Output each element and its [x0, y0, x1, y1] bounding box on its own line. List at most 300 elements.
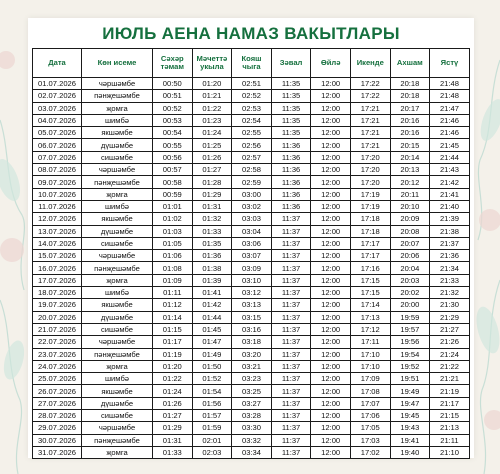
cell-mosque-fajr: 01:32: [192, 213, 232, 225]
cell-date: 16.07.2026: [33, 262, 82, 274]
table-row: [33, 299, 470, 311]
table-row: [33, 176, 470, 188]
cell-sunrise: 02:56: [232, 139, 272, 151]
cell-day-name: шимбә: [82, 114, 153, 126]
cell-maghrib: 20:14: [390, 151, 430, 163]
cell-day-name: җомга: [82, 188, 153, 200]
cell-isha: 21:46: [430, 127, 470, 139]
cell-mosque-fajr: 01:52: [192, 373, 232, 385]
cell-day-name: дүшәмбе: [82, 397, 153, 409]
cell-day-name: шимбә: [82, 287, 153, 299]
cell-mosque-fajr: 01:36: [192, 250, 232, 262]
cell-maghrib: 20:17: [390, 102, 430, 114]
cell-asr: 17:21: [350, 127, 390, 139]
table-row: [33, 139, 470, 151]
cell-isha: 21:40: [430, 200, 470, 212]
header-isha: Ястү: [430, 49, 470, 78]
cell-suhoor-end: 00:56: [153, 151, 193, 163]
cell-day-name: чәршәмбе: [82, 422, 153, 434]
cell-isha: 21:32: [430, 287, 470, 299]
cell-zawal: 11:37: [271, 434, 311, 446]
cell-mosque-fajr: 01:56: [192, 397, 232, 409]
cell-suhoor-end: 01:08: [153, 262, 193, 274]
cell-zawal: 11:37: [271, 287, 311, 299]
table-row: [33, 213, 470, 225]
cell-isha: 21:11: [430, 434, 470, 446]
cell-dhuhr: 12:00: [311, 410, 351, 422]
cell-zawal: 11:37: [271, 397, 311, 409]
cell-day-name: чәршәмбе: [82, 250, 153, 262]
cell-dhuhr: 12:00: [311, 446, 351, 458]
cell-date: 13.07.2026: [33, 225, 82, 237]
cell-mosque-fajr: 01:25: [192, 139, 232, 151]
cell-day-name: чәршәмбе: [82, 164, 153, 176]
cell-dhuhr: 12:00: [311, 323, 351, 335]
cell-sunrise: 02:57: [232, 151, 272, 163]
cell-isha: 21:26: [430, 336, 470, 348]
table-row: [33, 385, 470, 397]
cell-day-name: җомга: [82, 446, 153, 458]
cell-sunrise: 03:02: [232, 200, 272, 212]
cell-isha: 21:41: [430, 188, 470, 200]
table-row: [33, 90, 470, 102]
table-row: [33, 164, 470, 176]
cell-maghrib: 19:56: [390, 336, 430, 348]
cell-suhoor-end: 01:01: [153, 200, 193, 212]
cell-day-name: шимбә: [82, 200, 153, 212]
cell-sunrise: 03:28: [232, 410, 272, 422]
table-row: [33, 287, 470, 299]
cell-dhuhr: 12:00: [311, 348, 351, 360]
header-suhoor-end: Сәхәр тәмам: [153, 49, 193, 78]
table-row: [33, 410, 470, 422]
header-mosque-fajr: Мәчеттә укыла: [192, 49, 232, 78]
cell-date: 20.07.2026: [33, 311, 82, 323]
cell-isha: 21:17: [430, 397, 470, 409]
cell-maghrib: 20:16: [390, 114, 430, 126]
cell-asr: 17:07: [350, 397, 390, 409]
cell-date: 09.07.2026: [33, 176, 82, 188]
header-maghrib: Ахшам: [390, 49, 430, 78]
table-row: [33, 397, 470, 409]
cell-asr: 17:06: [350, 410, 390, 422]
cell-mosque-fajr: 01:21: [192, 90, 232, 102]
cell-date: 07.07.2026: [33, 151, 82, 163]
cell-maghrib: 20:03: [390, 274, 430, 286]
cell-mosque-fajr: 01:47: [192, 336, 232, 348]
cell-isha: 21:45: [430, 139, 470, 151]
cell-date: 12.07.2026: [33, 213, 82, 225]
cell-dhuhr: 12:00: [311, 311, 351, 323]
cell-dhuhr: 12:00: [311, 90, 351, 102]
cell-asr: 17:10: [350, 360, 390, 372]
header-dhuhr: Өйлә: [311, 49, 351, 78]
cell-sunrise: 02:51: [232, 78, 272, 90]
cell-zawal: 11:37: [271, 250, 311, 262]
cell-day-name: якшәмбе: [82, 213, 153, 225]
cell-maghrib: 19:54: [390, 348, 430, 360]
cell-sunrise: 03:25: [232, 385, 272, 397]
cell-dhuhr: 12:00: [311, 422, 351, 434]
cell-dhuhr: 12:00: [311, 225, 351, 237]
cell-suhoor-end: 01:15: [153, 323, 193, 335]
cell-dhuhr: 12:00: [311, 250, 351, 262]
cell-mosque-fajr: 01:44: [192, 311, 232, 323]
cell-date: 17.07.2026: [33, 274, 82, 286]
cell-isha: 21:29: [430, 311, 470, 323]
cell-day-name: пәнҗешәмбе: [82, 434, 153, 446]
cell-suhoor-end: 00:50: [153, 78, 193, 90]
cell-zawal: 11:37: [271, 360, 311, 372]
cell-day-name: сишәмбе: [82, 323, 153, 335]
cell-day-name: пәнҗешәмбе: [82, 176, 153, 188]
cell-maghrib: 20:15: [390, 139, 430, 151]
cell-mosque-fajr: 01:39: [192, 274, 232, 286]
cell-isha: 21:36: [430, 250, 470, 262]
cell-sunrise: 03:06: [232, 237, 272, 249]
table-row: [33, 274, 470, 286]
cell-date: 05.07.2026: [33, 127, 82, 139]
cell-sunrise: 02:54: [232, 114, 272, 126]
cell-day-name: дүшәмбе: [82, 311, 153, 323]
cell-mosque-fajr: 01:54: [192, 385, 232, 397]
cell-mosque-fajr: 01:50: [192, 360, 232, 372]
cell-date: 26.07.2026: [33, 385, 82, 397]
cell-mosque-fajr: 01:23: [192, 114, 232, 126]
cell-maghrib: 20:11: [390, 188, 430, 200]
cell-mosque-fajr: 01:26: [192, 151, 232, 163]
cell-maghrib: 19:52: [390, 360, 430, 372]
cell-day-name: пәнҗешәмбе: [82, 90, 153, 102]
cell-suhoor-end: 00:53: [153, 114, 193, 126]
table-row: [33, 237, 470, 249]
table-row: [33, 336, 470, 348]
cell-suhoor-end: 01:26: [153, 397, 193, 409]
cell-dhuhr: 12:00: [311, 373, 351, 385]
cell-sunrise: 02:55: [232, 127, 272, 139]
cell-date: 28.07.2026: [33, 410, 82, 422]
table-row: [33, 360, 470, 372]
table-row: [33, 102, 470, 114]
cell-mosque-fajr: 01:20: [192, 78, 232, 90]
cell-asr: 17:18: [350, 225, 390, 237]
cell-asr: 17:08: [350, 385, 390, 397]
header-date: Дата: [33, 49, 82, 78]
cell-asr: 17:05: [350, 422, 390, 434]
cell-day-name: дүшәмбе: [82, 225, 153, 237]
table-row: [33, 348, 470, 360]
cell-zawal: 11:36: [271, 139, 311, 151]
table-row: [33, 422, 470, 434]
cell-isha: 21:48: [430, 78, 470, 90]
cell-dhuhr: 12:00: [311, 336, 351, 348]
prayer-times-table: [32, 48, 470, 459]
cell-zawal: 11:37: [271, 348, 311, 360]
cell-suhoor-end: 01:03: [153, 225, 193, 237]
table-header-row: [33, 49, 470, 78]
cell-isha: 21:19: [430, 385, 470, 397]
cell-zawal: 11:36: [271, 151, 311, 163]
cell-suhoor-end: 00:58: [153, 176, 193, 188]
cell-maghrib: 19:47: [390, 397, 430, 409]
cell-maghrib: 20:06: [390, 250, 430, 262]
cell-sunrise: 03:34: [232, 446, 272, 458]
cell-asr: 17:21: [350, 102, 390, 114]
cell-asr: 17:21: [350, 114, 390, 126]
cell-sunrise: 03:18: [232, 336, 272, 348]
cell-date: 25.07.2026: [33, 373, 82, 385]
cell-zawal: 11:36: [271, 200, 311, 212]
cell-sunrise: 03:30: [232, 422, 272, 434]
cell-suhoor-end: 01:12: [153, 299, 193, 311]
cell-isha: 21:13: [430, 422, 470, 434]
cell-maghrib: 20:18: [390, 90, 430, 102]
cell-asr: 17:20: [350, 164, 390, 176]
cell-isha: 21:38: [430, 225, 470, 237]
table-row: [33, 373, 470, 385]
cell-zawal: 11:37: [271, 336, 311, 348]
cell-zawal: 11:37: [271, 213, 311, 225]
cell-mosque-fajr: 01:59: [192, 422, 232, 434]
table-row: [33, 78, 470, 90]
cell-dhuhr: 12:00: [311, 127, 351, 139]
cell-date: 30.07.2026: [33, 434, 82, 446]
table-row: [33, 250, 470, 262]
cell-date: 01.07.2026: [33, 78, 82, 90]
cell-isha: 21:33: [430, 274, 470, 286]
cell-dhuhr: 12:00: [311, 237, 351, 249]
cell-isha: 21:27: [430, 323, 470, 335]
cell-suhoor-end: 01:17: [153, 336, 193, 348]
table-row: [33, 446, 470, 458]
cell-maghrib: 19:57: [390, 323, 430, 335]
cell-suhoor-end: 01:27: [153, 410, 193, 422]
cell-suhoor-end: 01:02: [153, 213, 193, 225]
cell-sunrise: 03:27: [232, 397, 272, 409]
cell-suhoor-end: 00:55: [153, 139, 193, 151]
cell-zawal: 11:35: [271, 78, 311, 90]
cell-mosque-fajr: 02:03: [192, 446, 232, 458]
table-row: [33, 200, 470, 212]
cell-asr: 17:22: [350, 90, 390, 102]
cell-sunrise: 03:23: [232, 373, 272, 385]
cell-day-name: сишәмбе: [82, 410, 153, 422]
cell-maghrib: 20:13: [390, 164, 430, 176]
cell-dhuhr: 12:00: [311, 385, 351, 397]
cell-isha: 21:37: [430, 237, 470, 249]
cell-suhoor-end: 01:09: [153, 274, 193, 286]
cell-suhoor-end: 01:11: [153, 287, 193, 299]
cell-day-name: чәршәмбе: [82, 78, 153, 90]
cell-zawal: 11:37: [271, 311, 311, 323]
cell-asr: 17:20: [350, 176, 390, 188]
cell-sunrise: 03:21: [232, 360, 272, 372]
cell-maghrib: 20:12: [390, 176, 430, 188]
cell-date: 10.07.2026: [33, 188, 82, 200]
cell-zawal: 11:37: [271, 422, 311, 434]
cell-dhuhr: 12:00: [311, 287, 351, 299]
table-row: [33, 188, 470, 200]
table-row: [33, 225, 470, 237]
cell-zawal: 11:35: [271, 114, 311, 126]
cell-day-name: җомга: [82, 360, 153, 372]
cell-date: 18.07.2026: [33, 287, 82, 299]
cell-asr: 17:11: [350, 336, 390, 348]
cell-dhuhr: 12:00: [311, 176, 351, 188]
cell-isha: 21:30: [430, 299, 470, 311]
cell-suhoor-end: 01:29: [153, 422, 193, 434]
prayer-times-card: [28, 18, 474, 458]
cell-mosque-fajr: 01:29: [192, 188, 232, 200]
cell-day-name: җомга: [82, 102, 153, 114]
cell-mosque-fajr: 01:42: [192, 299, 232, 311]
page-title: ИЮЛЬ АЕНА НАМАЗ ВАКЫТЛАРЫ: [102, 24, 400, 43]
cell-suhoor-end: 00:51: [153, 90, 193, 102]
cell-date: 08.07.2026: [33, 164, 82, 176]
cell-sunrise: 03:10: [232, 274, 272, 286]
cell-sunrise: 03:07: [232, 250, 272, 262]
cell-zawal: 11:37: [271, 262, 311, 274]
cell-zawal: 11:37: [271, 225, 311, 237]
cell-zawal: 11:37: [271, 373, 311, 385]
cell-maghrib: 20:04: [390, 262, 430, 274]
cell-sunrise: 03:12: [232, 287, 272, 299]
cell-date: 19.07.2026: [33, 299, 82, 311]
cell-maghrib: 19:51: [390, 373, 430, 385]
cell-dhuhr: 12:00: [311, 139, 351, 151]
cell-suhoor-end: 01:20: [153, 360, 193, 372]
cell-sunrise: 03:13: [232, 299, 272, 311]
cell-date: 14.07.2026: [33, 237, 82, 249]
cell-day-name: сишәмбе: [82, 151, 153, 163]
cell-asr: 17:19: [350, 200, 390, 212]
cell-mosque-fajr: 01:33: [192, 225, 232, 237]
cell-asr: 17:02: [350, 446, 390, 458]
cell-asr: 17:21: [350, 139, 390, 151]
cell-mosque-fajr: 02:01: [192, 434, 232, 446]
cell-asr: 17:16: [350, 262, 390, 274]
cell-suhoor-end: 01:05: [153, 237, 193, 249]
cell-zawal: 11:37: [271, 237, 311, 249]
cell-sunrise: 03:04: [232, 225, 272, 237]
cell-sunrise: 02:58: [232, 164, 272, 176]
cell-sunrise: 03:20: [232, 348, 272, 360]
cell-day-name: шимбә: [82, 373, 153, 385]
cell-date: 06.07.2026: [33, 139, 82, 151]
cell-suhoor-end: 01:24: [153, 385, 193, 397]
cell-dhuhr: 12:00: [311, 200, 351, 212]
table-row: [33, 434, 470, 446]
cell-date: 31.07.2026: [33, 446, 82, 458]
cell-sunrise: 02:59: [232, 176, 272, 188]
cell-zawal: 11:37: [271, 385, 311, 397]
cell-zawal: 11:36: [271, 164, 311, 176]
cell-suhoor-end: 00:52: [153, 102, 193, 114]
cell-suhoor-end: 01:14: [153, 311, 193, 323]
cell-mosque-fajr: 01:57: [192, 410, 232, 422]
cell-suhoor-end: 00:57: [153, 164, 193, 176]
table-row: [33, 151, 470, 163]
cell-isha: 21:48: [430, 90, 470, 102]
cell-date: 29.07.2026: [33, 422, 82, 434]
cell-isha: 21:46: [430, 114, 470, 126]
cell-zawal: 11:37: [271, 299, 311, 311]
cell-dhuhr: 12:00: [311, 78, 351, 90]
cell-asr: 17:09: [350, 373, 390, 385]
cell-isha: 21:43: [430, 164, 470, 176]
cell-date: 04.07.2026: [33, 114, 82, 126]
cell-sunrise: 03:32: [232, 434, 272, 446]
cell-asr: 17:17: [350, 250, 390, 262]
cell-date: 22.07.2026: [33, 336, 82, 348]
cell-maghrib: 19:41: [390, 434, 430, 446]
table-body: [33, 78, 470, 459]
cell-maghrib: 20:09: [390, 213, 430, 225]
cell-date: 03.07.2026: [33, 102, 82, 114]
cell-dhuhr: 12:00: [311, 299, 351, 311]
cell-zawal: 11:37: [271, 410, 311, 422]
cell-sunrise: 03:03: [232, 213, 272, 225]
table-row: [33, 114, 470, 126]
cell-isha: 21:44: [430, 151, 470, 163]
header-asr: Икенде: [350, 49, 390, 78]
cell-dhuhr: 12:00: [311, 151, 351, 163]
cell-sunrise: 03:15: [232, 311, 272, 323]
cell-asr: 17:15: [350, 287, 390, 299]
cell-isha: 21:47: [430, 102, 470, 114]
cell-day-name: якшәмбе: [82, 299, 153, 311]
cell-mosque-fajr: 01:38: [192, 262, 232, 274]
cell-date: 02.07.2026: [33, 90, 82, 102]
cell-mosque-fajr: 01:22: [192, 102, 232, 114]
cell-dhuhr: 12:00: [311, 360, 351, 372]
cell-date: 23.07.2026: [33, 348, 82, 360]
header-zawal: Зәвал: [271, 49, 311, 78]
cell-day-name: якшәмбе: [82, 127, 153, 139]
cell-zawal: 11:36: [271, 176, 311, 188]
cell-suhoor-end: 01:31: [153, 434, 193, 446]
cell-day-name: пәнҗешәмбе: [82, 262, 153, 274]
cell-day-name: якшәмбе: [82, 385, 153, 397]
cell-dhuhr: 12:00: [311, 213, 351, 225]
cell-suhoor-end: 01:19: [153, 348, 193, 360]
cell-sunrise: 03:16: [232, 323, 272, 335]
cell-asr: 17:03: [350, 434, 390, 446]
cell-asr: 17:17: [350, 237, 390, 249]
cell-maghrib: 20:07: [390, 237, 430, 249]
cell-dhuhr: 12:00: [311, 262, 351, 274]
cell-date: 27.07.2026: [33, 397, 82, 409]
cell-suhoor-end: 01:33: [153, 446, 193, 458]
cell-mosque-fajr: 01:31: [192, 200, 232, 212]
cell-zawal: 11:35: [271, 90, 311, 102]
cell-maghrib: 19:59: [390, 311, 430, 323]
cell-date: 21.07.2026: [33, 323, 82, 335]
cell-mosque-fajr: 01:41: [192, 287, 232, 299]
cell-zawal: 11:36: [271, 188, 311, 200]
table-row: [33, 311, 470, 323]
cell-zawal: 11:35: [271, 102, 311, 114]
cell-mosque-fajr: 01:27: [192, 164, 232, 176]
cell-suhoor-end: 00:59: [153, 188, 193, 200]
cell-isha: 21:24: [430, 348, 470, 360]
cell-zawal: 11:37: [271, 274, 311, 286]
cell-date: 11.07.2026: [33, 200, 82, 212]
cell-suhoor-end: 01:22: [153, 373, 193, 385]
cell-suhoor-end: 00:54: [153, 127, 193, 139]
cell-mosque-fajr: 01:35: [192, 237, 232, 249]
cell-asr: 17:13: [350, 311, 390, 323]
